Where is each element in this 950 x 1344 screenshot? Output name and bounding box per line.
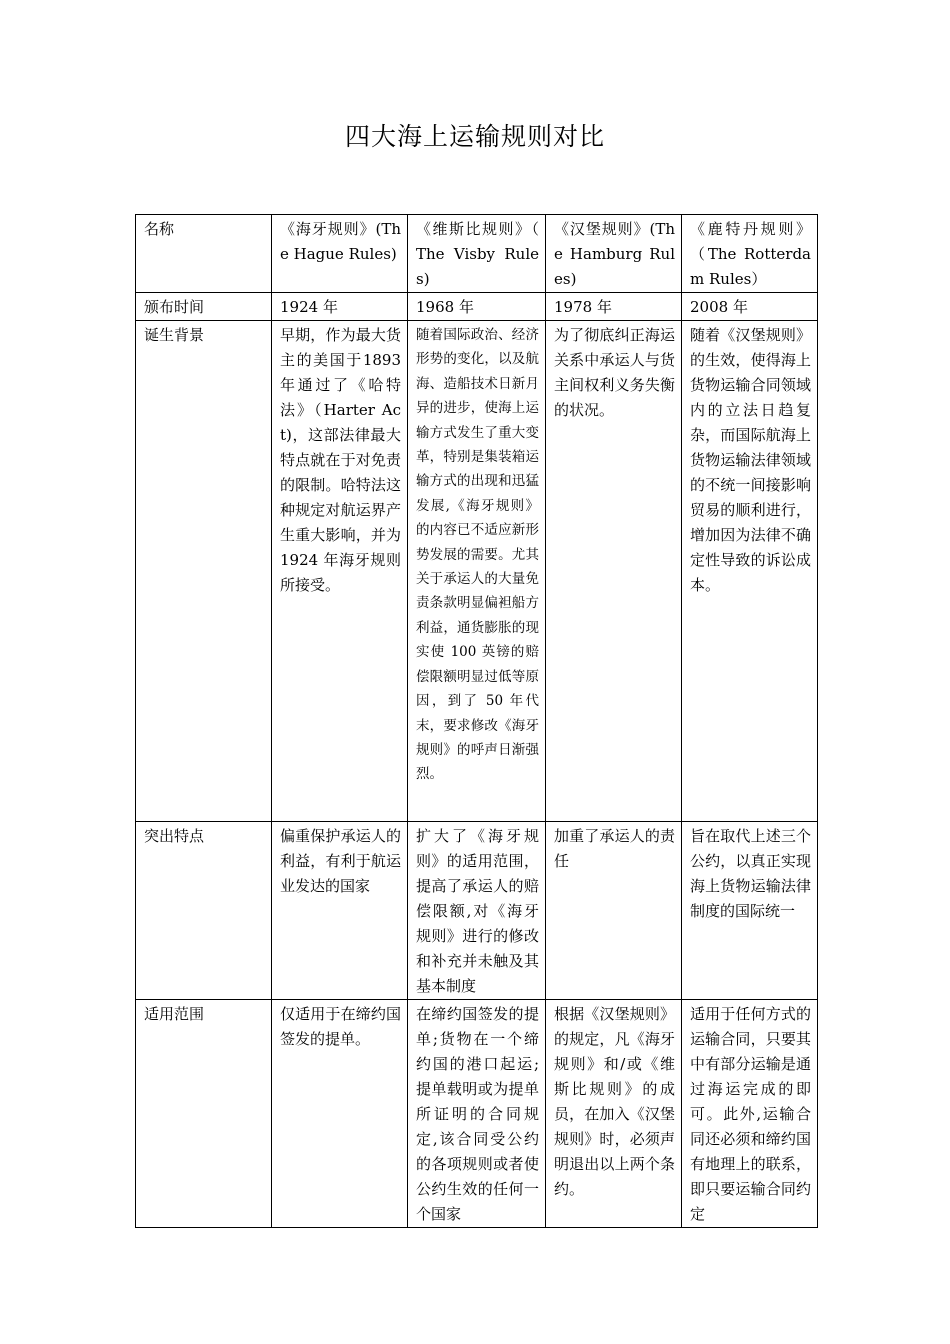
comparison-table (135, 214, 818, 1228)
cell-hague-background: 早期，作为最大货主的美国于1893 年通过了《哈特法》（Harter Act)，这部法律最大特点就在于对免责的限制。哈特法这种规定对航运界产生重大影响，并为1924 年海牙规则所接受。 (272, 321, 408, 822)
cell-visby-features: 扩大了《海牙规则》的适用范围，提高了承运人的赔偿限额,对《海牙规则》进行的修改和补充并未触及其基本制度 (408, 822, 546, 1000)
cell-hamburg-background: 为了彻底纠正海运关系中承运人与货主间权利义务失衡的状况。 (546, 321, 682, 822)
table-row-date (136, 293, 818, 321)
table-row-features (136, 822, 818, 1000)
cell-rotterdam-name: 《鹿特丹规则》（The Rotterdam Rules） (682, 215, 818, 293)
cell-hague-date: 1924 年 (272, 293, 408, 321)
cell-rotterdam-date: 2008 年 (682, 293, 818, 321)
cell-rotterdam-scope: 适用于任何方式的运输合同，只要其中有部分运输是通过海运完成的即可。此外,运输合同还必须和缔约国有地理上的联系，即只要运输合同约定 (682, 1000, 818, 1228)
cell-visby-name: 《维斯比规则》（ The Visby Rules) (408, 215, 546, 293)
table-row-name (136, 215, 818, 293)
cell-hamburg-date: 1978 年 (546, 293, 682, 321)
cell-hague-name: 《海牙规则》(The Hague Rules) (272, 215, 408, 293)
cell-rotterdam-features: 旨在取代上述三个公约，以真正实现海上货物运输法律制度的国际统一 (682, 822, 818, 1000)
cell-hamburg-name: 《汉堡规则》(The Hamburg Rules) (546, 215, 682, 293)
cell-visby-background: 随着国际政治、经济形势的变化，以及航海、造船技术日新月异的进步，使海上运输方式发生了重大变革，特别是集装箱运输方式的出现和迅猛发展,《海牙规则》的内容已不适应新形势发展的需要。尤其关于承运人的大量免责条款明显偏袒船方利益，通货膨胀的现实使 100 英镑的赔偿限额明显过低等原因，到了 50 年代末，要求修改《海牙规则》的呼声日渐强烈。 (408, 321, 546, 822)
cell-hague-scope: 仅适用于在缔约国签发的提单。 (272, 1000, 408, 1228)
cell-visby-date: 1968 年 (408, 293, 546, 321)
row-label-background: 诞生背景 (136, 321, 272, 822)
cell-rotterdam-background: 随着《汉堡规则》的生效，使得海上货物运输合同领域内的立法日趋复杂，而国际航海上货物运输法律领域的不统一间接影响贸易的顺利进行，增加因为法律不确定性导致的诉讼成本。 (682, 321, 818, 822)
row-label-scope: 适用范围 (136, 1000, 272, 1228)
table-row-background (136, 321, 818, 822)
row-label-date: 颁布时间 (136, 293, 272, 321)
row-label-name: 名称 (136, 215, 272, 293)
row-label-features: 突出特点 (136, 822, 272, 1000)
cell-hamburg-scope: 根据《汉堡规则》的规定，凡《海牙规则》和/或《维斯比规则》的成员，在加入《汉堡规则》时，必须声明退出以上两个条约。 (546, 1000, 682, 1228)
cell-visby-scope: 在缔约国签发的提单;货物在一个缔约国的港口起运;提单载明或为提单所证明的合同规定,该合同受公约的各项规则或者使公约生效的任何一个国家 (408, 1000, 546, 1228)
page-title: 四大海上运输规则对比 (344, 122, 605, 151)
table-row-scope (136, 1000, 818, 1228)
cell-hamburg-features: 加重了承运人的责任 (546, 822, 682, 1000)
cell-hague-features: 偏重保护承运人的利益，有利于航运业发达的国家 (272, 822, 408, 1000)
